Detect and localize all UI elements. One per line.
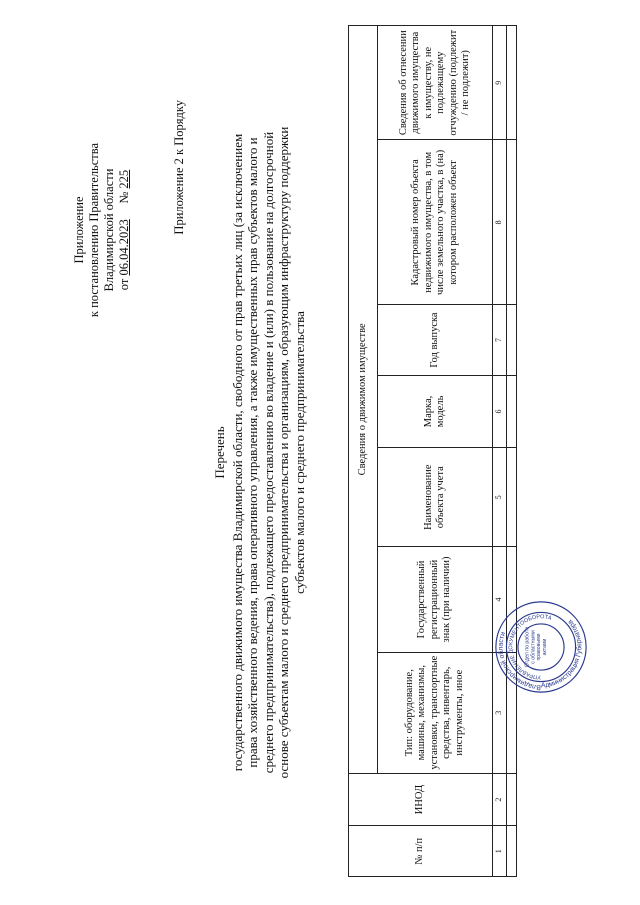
- stamp-inner-ring: УПРАВЛЕНИЕ ДОКУМЕНТООБОРОТА: [508, 614, 553, 680]
- col-header-cadastral: Кадастровый номер объекта недвижимого имущества, в том числе земельного участка, в (на) котором расположен объект: [378, 140, 493, 305]
- date-prefix: от: [117, 278, 131, 291]
- col-header-inod: ИНОД: [349, 773, 493, 826]
- col-header-type: Тип: оборудование, машины, механизмы, установки, транспортные средства, инвентарь, инструменты, иное: [378, 652, 493, 773]
- col-number: 5: [493, 448, 507, 547]
- appendix-date: 06.04.2023: [117, 219, 131, 276]
- empty-cell: [506, 26, 516, 140]
- appendix-block: [72, 100, 132, 360]
- col-number: 7: [493, 305, 507, 375]
- col-header-reg-plate: Государственный регистрационный знак (при наличии): [378, 547, 493, 653]
- col-header-alienation: Сведения об отнесении движимого имущества к имуществу, не подлежащему отчуждению (подлежит / не подлежит): [378, 26, 493, 140]
- col-header-number: № п/п: [349, 826, 493, 877]
- col-number: 2: [493, 773, 507, 826]
- col-number: 4: [493, 547, 507, 653]
- empty-cell: [506, 826, 516, 877]
- col-header-object-name: Наименование объекта учета: [378, 448, 493, 547]
- appendix-date-line: [117, 100, 132, 360]
- empty-cell: [506, 375, 516, 448]
- col-number: 6: [493, 375, 507, 448]
- appendix-line-3: Владимирской области: [102, 168, 116, 292]
- column-number-row: [493, 26, 507, 877]
- empty-cell: [506, 448, 516, 547]
- stamp-center: Отдел по работе с областными правовыми актами: [524, 626, 548, 668]
- appendix-number: 225: [117, 169, 131, 189]
- col-number: 9: [493, 26, 507, 140]
- empty-cell: [506, 140, 516, 305]
- document-title: [212, 120, 308, 785]
- empty-cell: [506, 305, 516, 375]
- col-header-year: Год выпуска: [378, 305, 493, 375]
- official-stamp: [493, 599, 589, 695]
- col-header-brand-model: Марка, модель: [378, 375, 493, 448]
- col-number: 8: [493, 140, 507, 305]
- appendix-line-1: Приложение: [72, 196, 86, 264]
- col-number: 1: [493, 826, 507, 877]
- stamp-outer-top: Владимирской области: [497, 631, 542, 691]
- stamp-outer-bottom: Администрация Губернатора: [540, 618, 584, 690]
- property-table: [348, 25, 517, 877]
- empty-data-row: [506, 26, 516, 877]
- appendix-line-2: к постановлению Правительства: [87, 142, 101, 318]
- title-text: государственного движимого имущества Владимирской области, свободного от прав третьих лиц (за исключением права хозяйственного ведения, права оперативного управления, а также имущественных прав субъектов малого и среднего предпринимательства), подлежащего предоставлению во владение и (или) в пользование на долгосрочной основе субъектам малого и среднего предпринимательства и организациям, образующим инфраструктуру поддержки субъектов малого и среднего предпринимательства: [229, 126, 307, 779]
- procedure-reference: Приложение 2 к Порядку: [172, 100, 186, 235]
- empty-cell: [506, 773, 516, 826]
- heading: Перечень: [212, 426, 227, 479]
- col-number: 3: [493, 652, 507, 773]
- group-header-movable-property: Сведения о движимом имуществе: [349, 26, 378, 774]
- number-prefix: №: [117, 191, 131, 204]
